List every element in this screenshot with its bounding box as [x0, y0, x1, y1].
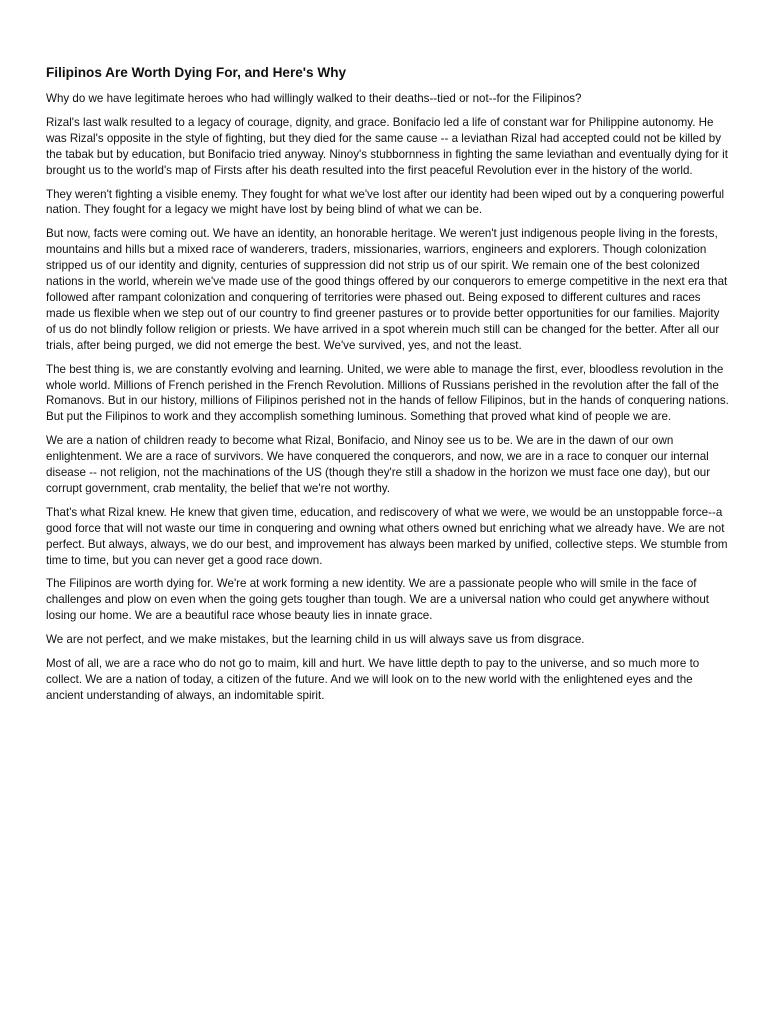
paragraph-evolving-learning: The best thing is, we are constantly evolving and learning. United, we were able to manage the first, ever, bloodless revolution in the whole world. Millions of French perished in the French Revolution. Millions of Russians perished in the revolution after the fall of the Romanovs. But in our history, millions of Filipinos perished not in the hands of fellow Filipinos, but in the hands of conquering nations. But put the Filipinos to work and they accomplish something luminous. Something that proved what kind of people we are.: [46, 362, 729, 424]
paragraph-rizal-knew: That's what Rizal knew. He knew that given time, education, and rediscovery of what we were, we would be an unstoppable force--a good force that will not waste our time in conquering and owning what others owned but enriching what we already have. We are not perfect. But always, always, we do our best, and improvement has always been marked by unified, collective steps. We stumble from time to time, but you can never get a good race down.: [46, 505, 728, 567]
paragraph-not-perfect: We are not perfect, and we make mistakes, but the learning child in us will always save us from disgrace.: [46, 633, 585, 647]
paragraph-rizal-bonifacio-ninoy: Rizal's last walk resulted to a legacy of courage, dignity, and grace. Bonifacio led a life of constant war for Philippine autonomy. He was Rizal's opposite in the style of fighting, but they died for the same cause -- a leviathan Rizal had accepted could not be killed by the tabak but by education, but Bonifacio tried anyway. Ninoy's stubbornness in fighting the same leviathan and eventually dying for it brought us to the world's map of Firsts after his death resulted into the first peaceful Revolution ever in the history of the world.: [46, 115, 728, 177]
paragraph-identity-heritage: But now, facts were coming out. We have an identity, an honorable heritage. We weren't just indigenous people living in the forests, mountains and hills but a mixed race of wanderers, traders, missionaries, warriors, engineers and explorers. Though colonization stripped us of our identity and dignity, centuries of suppression did not strip us of our spirit. We remain one of the best colonized nations in the world, wherein we've made use of the good things offered by our conquerors to emerge competitive in the next era that followed after rampant colonization and conquering of territories were phased out. Being exposed to different cultures and races made us flexible when we step out of our country to find greener pastures or to provide better opportunities for our families. Majority of us do not blindly follow religion or priests. We have arrived in a spot wherein much still can be changed for the better. After all our trials, after being purged, we did not emerge the best. We've survived, yes, and not the least.: [46, 227, 728, 352]
paragraph-worth-dying-for: The Filipinos are worth dying for. We're at work forming a new identity. We are a passionate people who will smile in the face of challenges and plow on even when the going gets tougher than tough. We are a universal nation who could get anywhere without losing our home. We are a beautiful race whose beauty lies in innate grace.: [46, 577, 710, 623]
paragraph-nation-of-children: We are a nation of children ready to become what Rizal, Bonifacio, and Ninoy see us to be. We are in the dawn of our own enlightenment. We are a race of survivors. We have conquered the conquerors, and now, we are in a race to conquer our internal disease -- not religion, not the machinations of the US (though they're still a shadow in the horizon we must face one day), but our corrupt government, crab mentality, the belief that we're not worthy.: [46, 434, 711, 495]
paragraph-invisible-enemy: They weren't fighting a visible enemy. They fought for what we've lost after our identity had been wiped out by a conquering powerful nation. They fought for a legacy we might have lost by being blind of what we can be.: [46, 187, 725, 217]
document-title: Filipinos Are Worth Dying For, and Here's Why: [46, 65, 347, 80]
paragraph-most-of-all: Most of all, we are a race who do not go to maim, kill and hurt. We have little depth to pay to the universe, and so much more to collect. We are a nation of today, a citizen of the future. And we will look on to the new world with the enlightened eyes and the ancient understanding of always, an indomitable spirit.: [46, 657, 700, 702]
document-body: [46, 64, 730, 712]
paragraph-intro-question: Why do we have legitimate heroes who had willingly walked to their deaths--tied or not--for the Filipinos?: [46, 92, 582, 105]
